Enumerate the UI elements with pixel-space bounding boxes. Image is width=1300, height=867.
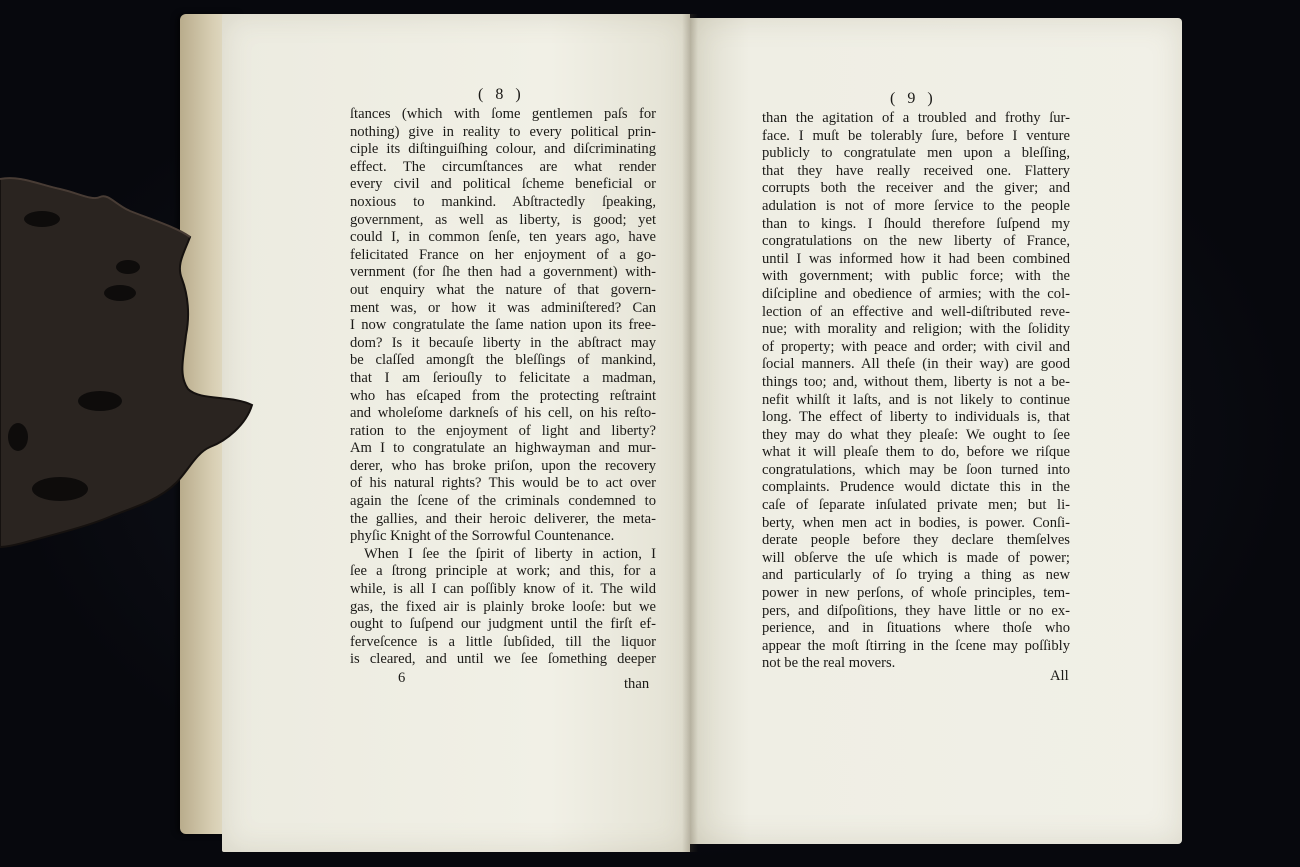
text-line: derate people before they declare themſelves bbox=[762, 532, 1070, 549]
text-line: of his natural rights? This would be to act over bbox=[350, 475, 656, 492]
text-line: and wholeſome darkneſs of his cell, on his reſto- bbox=[350, 405, 656, 422]
text-line: while, is all I can poſſibly know of it. The wild bbox=[350, 581, 656, 598]
text-line: and particularly of ſo trying a thing as new bbox=[762, 567, 1070, 584]
text-line: that I am ſeriouſly to felicitate a madman, bbox=[350, 369, 656, 386]
text-line: lection of an effective and well-diſtributed reve- bbox=[762, 303, 1070, 320]
text-line: ment was, or how it was adminiſtered? Can bbox=[350, 299, 656, 316]
text-line: that they have really received one. Flattery bbox=[762, 162, 1070, 179]
right-page-number: ( 9 ) bbox=[890, 90, 937, 107]
text-line: than the agitation of a troubled and frothy ſur- bbox=[762, 110, 1070, 126]
text-line: appear the moſt ſtirring in the ſcene may poſſibly bbox=[762, 637, 1070, 654]
text-line: is cleared, and until we ſee ſomething deeper bbox=[350, 651, 656, 668]
left-page bbox=[222, 14, 690, 852]
text-line: congratulations on the new liberty of France, bbox=[762, 233, 1070, 250]
text-line: Am I to congratulate an highwayman and mur- bbox=[350, 440, 656, 457]
text-line: When I ſee the ſpirit of liberty in action, I bbox=[364, 545, 656, 562]
book-gutter bbox=[682, 14, 698, 852]
text-line: who has eſcaped from the protecting reſtraint bbox=[350, 387, 656, 404]
text-line: I now congratulate the ſame nation upon its free- bbox=[350, 317, 656, 334]
text-line: long. The effect of liberty to individuals is, that bbox=[762, 409, 1070, 426]
text-line: ration to the enjoyment of light and liberty? bbox=[350, 422, 656, 439]
text-line: adulation is not of more ſervice to the people bbox=[762, 197, 1070, 214]
right-page bbox=[690, 18, 1182, 844]
text-line: ought to ſuſpend our judgment until the firſt ef- bbox=[350, 616, 656, 633]
text-line: vernment (for ſhe then had a government) with- bbox=[350, 264, 656, 281]
signature-mark: 6 bbox=[398, 670, 406, 686]
text-line: than to kings. I ſhould therefore ſuſpend my bbox=[762, 215, 1070, 232]
text-line: complaints. Prudence would dictate this in the bbox=[762, 479, 1070, 496]
text-line: what it will pleaſe them to do, before we riſque bbox=[762, 444, 1070, 461]
text-line: congratulations, which may be ſoon turned into bbox=[762, 461, 1070, 478]
text-line: face. I muſt be tolerably ſure, before I venture bbox=[762, 127, 1070, 144]
text-line: pers, and diſpoſitions, they have little or no ex- bbox=[762, 602, 1070, 619]
text-line: felicitated France on her enjoyment of a go- bbox=[350, 246, 656, 263]
text-line: with government; with public force; with the bbox=[762, 268, 1070, 285]
text-line: gas, the fixed air is plainly broke looſe: but we bbox=[350, 598, 656, 615]
text-line: not be the real movers. bbox=[762, 655, 896, 672]
text-line: ferveſcence is a little ſubſided, till the liquor bbox=[350, 633, 656, 650]
text-line: power in new perſons, of whoſe principles, tem- bbox=[762, 585, 1070, 602]
text-line: the gallies, and their heroic deliverer, the meta- bbox=[350, 510, 656, 527]
text-line: diſcipline and obedience of armies; with the col- bbox=[762, 285, 1070, 302]
text-line: phyſic Knight of the Sorrowful Countenance. bbox=[350, 528, 615, 545]
right-catchword: All bbox=[1050, 668, 1069, 684]
text-line: until I was informed how it had been combined bbox=[762, 250, 1070, 267]
text-line: effect. The circumſtances are what render bbox=[350, 158, 656, 175]
text-line: again the ſcene of the criminals condemned to bbox=[350, 493, 656, 510]
text-line: they may do what they pleaſe: We ought to ſee bbox=[762, 426, 1070, 443]
text-line: ſee a ſtrong principle at work; and this, for a bbox=[350, 563, 656, 580]
text-line: of property; with peace and order; with civil and bbox=[762, 338, 1070, 355]
text-line: government, as well as liberty, is good; yet bbox=[350, 211, 656, 228]
text-line: derer, who has broke priſon, upon the recovery bbox=[350, 457, 656, 474]
text-line: things too; and, without them, liberty is not a be- bbox=[762, 373, 1070, 390]
text-line: could I, in common ſenſe, ten years ago, have bbox=[350, 229, 656, 246]
left-catchword: than bbox=[624, 676, 650, 692]
metal-clasp bbox=[0, 175, 256, 555]
text-line: ſtances (which with ſome gentlemen paſs for bbox=[350, 106, 656, 122]
text-line: will obſerve the uſe which is made of power; bbox=[762, 549, 1070, 566]
left-page-number: ( 8 ) bbox=[478, 86, 525, 103]
text-line: out enquiry what the nature of that govern- bbox=[350, 281, 656, 298]
text-line: berty, when men act in bodies, is power. Conſi- bbox=[762, 514, 1070, 531]
text-line: publicly to congratulate men upon a bleſſing, bbox=[762, 145, 1070, 162]
text-line: ſocial manners. All theſe (in their way) are good bbox=[762, 356, 1070, 373]
text-line: nothing) give in reality to every political prin- bbox=[350, 123, 656, 140]
text-line: nefit whilſt it laſts, and is not likely to continue bbox=[762, 391, 1070, 408]
text-line: be claſſed amongſt the bleſſings of mankind, bbox=[350, 352, 656, 369]
text-line: perience, and in ſituations where thoſe who bbox=[762, 620, 1070, 637]
text-line: nue; with morality and religion; with the ſolidity bbox=[762, 321, 1070, 338]
text-line: noxious to mankind. Abſtractedly ſpeaking, bbox=[350, 193, 656, 210]
right-page-text bbox=[762, 110, 1070, 673]
text-line: corrupts both the receiver and the giver; and bbox=[762, 180, 1070, 197]
text-line: ciple its diſtinguiſhing colour, and diſcriminating bbox=[350, 141, 656, 158]
text-line: dom? Is it becauſe liberty in the abſtract may bbox=[350, 334, 656, 351]
text-line: caſe of ſeparate inſulated private men; but li- bbox=[762, 497, 1070, 514]
left-page-text bbox=[350, 106, 656, 669]
text-line: every civil and political ſcheme beneficial or bbox=[350, 176, 656, 193]
